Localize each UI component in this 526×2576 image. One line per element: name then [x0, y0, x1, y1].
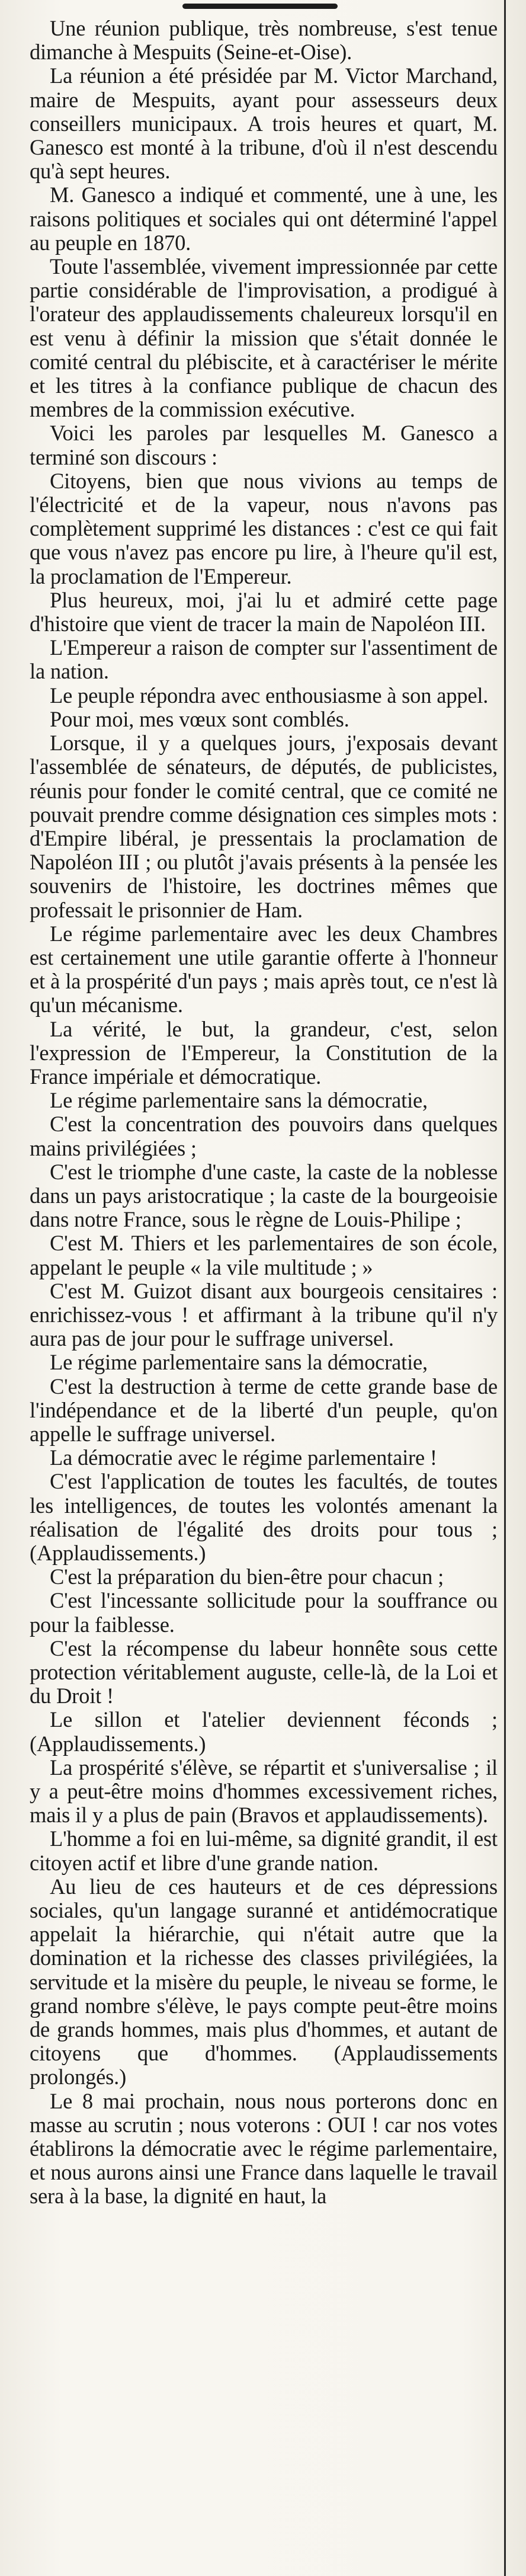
- paragraph-closing-words: Voici les paroles par lesquelles M. Ganesco a terminé son discours :: [30, 421, 498, 469]
- paragraph-reasons: M. Ganesco a indiqué et commenté, une à une, les raisons politiques et sociales qui ont déterminé l'appel au peuple en 1870.: [30, 183, 498, 255]
- paragraph-citizens: Citoyens, bien que nous vivions au temps de l'électricité et de la vapeur, nous n'avons pas complètement supprimé les distances : c'est ce qui fait que vous n'avez pas encore pu lire, à l'heure qu'il est, la proclamation de l'Empereur.: [30, 468, 498, 588]
- paragraph-solicitude: C'est l'incessante sollicitude pour la souffrance ou pour la faiblesse.: [30, 1588, 498, 1637]
- paragraph-application: C'est l'application de toutes les facultés, de toutes les intelligences, de toutes les volontés amenant la réalisation de l'égalité des droits pour tous ; (Applaudissements.): [30, 1469, 498, 1565]
- paragraph-furrow: Le sillon et l'atelier deviennent féconds ; (Applaudissements.): [30, 1707, 498, 1756]
- paragraph-emperor-right: L'Empereur a raison de compter sur l'assentiment de la nation.: [30, 635, 498, 684]
- paragraph-guizot: C'est M. Guizot disant aux bourgeois censitaires : enrichissez-vous ! et affirmant à la tribune qu'il n'y aura pas de jour pour le suffrage universel.: [30, 1278, 498, 1351]
- paragraph-regime-without-democracy-1: Le régime parlementaire sans la démocratie,: [50, 1088, 428, 1113]
- paragraph-thiers: C'est M. Thiers et les parlementaires de son école, appelant le peuple « la vile multitude ; »: [30, 1231, 498, 1279]
- paragraph-concentration: C'est la concentration des pouvoirs dans quelques mains privilégiées ;: [30, 1112, 498, 1160]
- paragraph-well-being: C'est la préparation du bien-être pour chacun ;: [50, 1564, 444, 1589]
- paragraph-destruction: C'est la destruction à terme de cette grande base de l'indépendance et de la liberté d'un peuple, qu'on appelle le suffrage universel.: [30, 1374, 498, 1446]
- column-rule: [504, 0, 506, 2576]
- paragraph-history-page: Plus heureux, moi, j'ai lu et admiré cette page d'histoire que vient de tracer la main de Napoléon III.: [30, 587, 498, 636]
- article-column: [30, 17, 498, 2209]
- paragraph-dignity: L'homme a foi en lui-même, sa dignité grandit, il est citoyen actif et libre d'une grande nation.: [30, 1826, 498, 1875]
- paragraph-regime-chambers: Le régime parlementaire avec les deux Chambres est certainement une utile garantie offerte à l'honneur et à la prospérité d'un pays ; mais après tout, ce n'est là qu'un mécanisme.: [30, 921, 498, 1017]
- paragraph-assembly: Toute l'assemblée, vivement impressionnée par cette partie considérable de l'improvisation, a prodigué à l'orateur des applaudissements chaleureux lorsqu'il en est venu à définir la mission que s'était donnée le comité central du plébiscite, et à caractériser le mérite et les titres à la confiance publique de chacun des membres de la commission exécutive.: [30, 254, 498, 422]
- paragraph-truth-goal: La vérité, le but, la grandeur, c'est, selon l'expression de l'Empereur, la Constitution de la France impériale et démocratique.: [30, 1016, 498, 1089]
- paragraph-comite-central: Lorsque, il y a quelques jours, j'exposais devant l'assemblée de sénateurs, de députés, de publicistes, réunis pour fonder le comité central, que ce comité ne pouvait prendre comme désignation ces simples mots : d'Empire libéral, je pressentais la proclamation de Napoléon III ; ou plutôt j'avais présents à la pensée les souvenirs de l'histoire, les doctrines mêmes que professait le prisonnier de Ham.: [30, 731, 498, 922]
- paragraph-democracy-with-regime: La démocratie avec le régime parlementaire !: [50, 1445, 437, 1470]
- paragraph-hierarchy: Au lieu de ces hauteurs et de ces dépressions sociales, qu'un langage suranné et antidémocratique appelait la hiérarchie, qui n'était autre que la domination et la richesse des classes privilégiées, la servitude et la misère du peuple, le niveau se forme, le grand nombre s'élève, le pays compte peut-être moins de grands hommes, mais plus d'hommes, et autant de citoyens que d'hommes. (Applaudissements prolongés.): [30, 1874, 498, 2089]
- paragraph-prosperity: La prospérité s'élève, se répartit et s'universalise ; il y a peut-être moins d'hommes excessivement riches, mais il y a plus de pain (Bravos et applaudissements).: [30, 1755, 498, 1828]
- paragraph-regime-without-democracy-2: Le régime parlementaire sans la démocratie,: [50, 1350, 428, 1375]
- paragraph-presided: La réunion a été présidée par M. Victor Marchand, maire de Mespuits, ayant pour assesseurs deux conseillers municipaux. A trois heures et quart, M. Ganesco est monté à la tribune, d'où il n'est descendu qu'à sept heures.: [30, 63, 498, 184]
- paragraph-wishes: Pour moi, mes vœux sont comblés.: [50, 706, 349, 731]
- header-separator-rule: [182, 4, 338, 9]
- paragraph-meeting-intro: Une réunion publique, très nombreuse, s'est tenue dimanche à Mespuits (Seine-et-Oise).: [30, 16, 498, 65]
- paragraph-may-eighth: Le 8 mai prochain, nous nous porterons donc en masse au scrutin ; nous voterons : OUI ! car nos votes établirons la démocratie avec le régime parlementaire, et nous aurons ainsi une France dans laquelle le travail sera à la base, la dignité en haut, la: [30, 2088, 498, 2209]
- paragraph-caste: C'est le triomphe d'une caste, la caste de la noblesse dans un pays aristocratique ; la caste de la bourgeoisie dans notre France, sous le règne de Louis-Philipe ;: [30, 1159, 498, 1232]
- paragraph-reward: C'est la récompense du labeur honnête sous cette protection véritablement auguste, celle-là, de la Loi et du Droit !: [30, 1636, 498, 1708]
- paragraph-people-respond: Le peuple répondra avec enthousiasme à son appel.: [50, 683, 489, 708]
